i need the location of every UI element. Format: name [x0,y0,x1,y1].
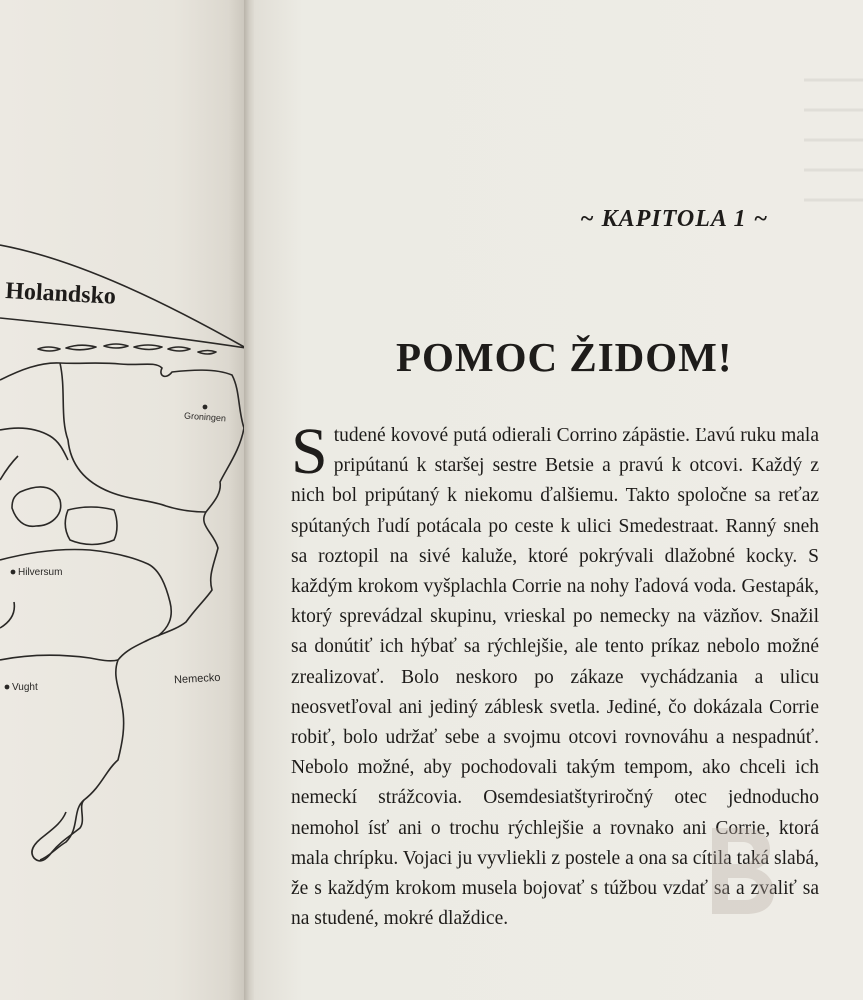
chapter-body-text: tudené kovové putá odierali Corrino zápästie. Ľavú ruku mala pripútanú k staršej sestre Betsie a pravú k otcovi. Každý z nich bol pripútaný k niekomu ďalšiemu. Takto spoločne sa reťaz spútaných ľudí potácala po ceste k ulici Smedestraat. Ranný sneh sa roztopil na sivé kaluže, ktoré pokrývali dlažobné kocky. S každým krokom vyšplachla Corrie na nohy ľadová voda. Gestapák, ktorý sprevádzal skupinu, vrieskal po nemecky na väzňov. Snažil sa donútiť ich hýbať sa rýchlejšie, ale tento príkaz nebolo možné zrealizovať. Bolo neskoro po zákaze vychádzania a ulicu neosvetľoval ani jediný záblesk svetla. Jediné, čo dokázala Corrie robiť, bolo udržať sebe a svojmu otcovi rovnováhu a nespadnúť. Nebolo možné, aby pochodovali takým tempom, ako chceli ich nemeckí strážcovia. Osemdesiatštyriročný otec jednoducho nemohol ísť ani o trochu rýchlejšie a rovnako ani Corrie, ktorá mala chrípku. Vojaci ju vyvliekli z postele a ona sa cítila taká slabá, že s každým krokom musela bojovať s túžbou vzdať sa a zvaliť sa na studené, mokré dlaždice. [291,425,819,930]
map-banner-bottom [0,318,246,348]
hilversum-dot [11,570,16,575]
vught-dot [5,685,10,690]
map-city-hilversum: Hilversum [18,567,63,578]
netherlands-map [0,230,248,870]
groningen-dot [203,405,208,410]
chapter-title: POMOC ŽIDOM! [396,334,733,380]
drop-cap: S [291,415,328,488]
map-city-vught: Vught [12,682,38,693]
left-page [0,0,248,1000]
map-country-label: Nemecko [173,671,221,687]
chapter-label: ~ KAPITOLA 1 ~ [580,206,769,232]
map-city-groningen: Groningen [183,410,227,424]
show-through-text [794,60,863,240]
bookstore-logo-b-icon [700,820,780,920]
map-title: Holandsko [4,278,117,310]
